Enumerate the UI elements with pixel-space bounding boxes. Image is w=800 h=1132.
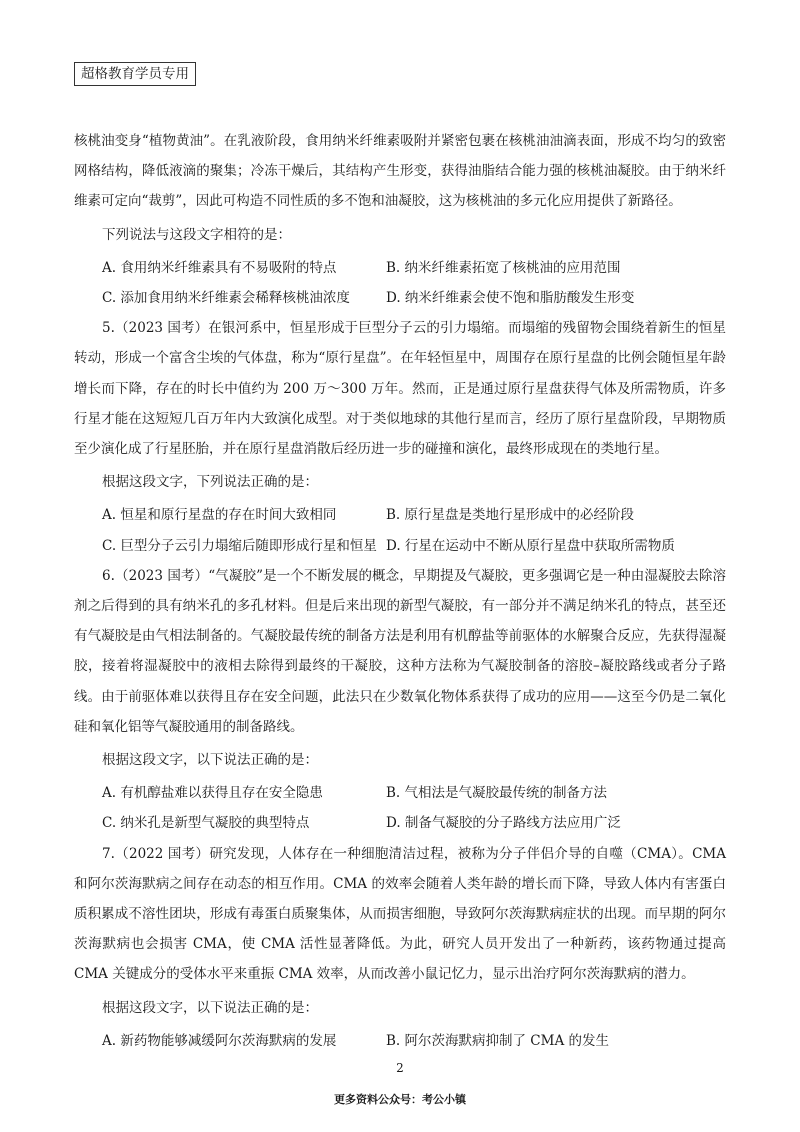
option-b: B. 纳米纤维素拓宽了核桃油的应用范围: [386, 259, 621, 276]
q5-options: [74, 500, 726, 560]
option-d: D. 行星在运动中不断从原行星盘中获取所需物质: [386, 537, 675, 554]
q7-paragraph: 7.（2022 国考）研究发现，人体存在一种细胞清洁过程，被称为分子伴侣介导的自噬（CMA）。CMA 和阿尔茨海默病之间存在动态的相互作用。CMA 的效率会随着人类年龄的增长而下降，导致人体内有害蛋白质积累成不溶性团块，形成有毒蛋白质聚集体，从而损害细胞，导致阿尔茨海默病症状的出现。而早期的阿尔茨海默病也会损害 CMA，使 CMA 活性显著降低。为此，研究人员开发出了一种新药，该药物通过提高 CMA 关键成分的受体水平来重振 CMA 效率，从而改善小鼠记忆力，显示出治疗阿尔茨海默病的潜力。: [74, 845, 726, 983]
option-a: A. 恒星和原行星盘的存在时间大致相同: [102, 507, 337, 524]
intro-question: 下列说法与这段文字相符的是：: [102, 226, 291, 243]
option-c: C. 巨型分子云引力塌缩后随即形成行星和恒星: [102, 537, 377, 554]
header-stamp: 超格教育学员专用: [74, 62, 196, 86]
option-c: C. 纳米孔是新型气凝胶的典型特点: [102, 815, 310, 832]
q5-paragraph: 5.（2023 国考）在银河系中，恒星形成于巨型分子云的引力塌缩。而塌缩的残留物会围绕着新生的恒星转动，形成一个富含尘埃的气体盘，称为“原行星盘”。在年轻恒星中，周围存在原行星盘的比例会随恒星年龄增长而下降，存在的时长中值约为 200 万～300 万年。然而，正是通过原行星盘获得气体及所需物质，许多行星才能在这短短几百万年内大致演化成型。对于类似地球的其他行星而言，经历了原行星盘阶段，早期物质至少演化成了行星胚胎，并在原行星盘消散后经历进一步的碰撞和演化，最终形成现在的类地行星。: [74, 320, 726, 458]
option-a: A. 食用纳米纤维素具有不易吸附的特点: [102, 259, 337, 276]
q6-options: [74, 778, 726, 838]
q7-question: 根据这段文字，以下说法正确的是：: [102, 999, 318, 1016]
option-b: B. 原行星盘是类地行星形成中的必经阶段: [386, 507, 635, 524]
intro-options: [74, 253, 726, 313]
option-a: A. 有机醇盐难以获得且存在安全隐患: [102, 785, 323, 802]
option-d: D. 制备气凝胶的分子路线方法应用广泛: [386, 815, 621, 832]
q6-question: 根据这段文字，以下说法正确的是：: [102, 752, 318, 769]
q7-options: [74, 1026, 726, 1056]
document-body: [74, 126, 726, 1056]
page-number: 2: [396, 1061, 404, 1075]
intro-paragraph: 核桃油变身“植物黄油”。在乳液阶段，食用纳米纤维素吸附并紧密包裹在核桃油油滴表面，形成不均匀的致密网格结构，降低液滴的聚集；冷冻干燥后，其结构产生形变，获得油脂结合能力强的核桃油凝胶。由于纳米纤维素可定向“裁剪”，因此可构造不同性质的多不饱和油凝胶，这为核桃油的多元化应用提供了新路径。: [74, 133, 726, 210]
option-b: B. 阿尔茨海默病抑制了 CMA 的发生: [386, 1032, 609, 1049]
option-b: B. 气相法是气凝胶最传统的制备方法: [386, 785, 608, 802]
footer-note: 更多资料公众号：考公小镇: [334, 1093, 466, 1106]
option-c: C. 添加食用纳米纤维素会稀释核桃油浓度: [102, 290, 350, 307]
q6-paragraph: 6.（2023 国考）“气凝胶”是一个不断发展的概念，早期提及气凝胶，更多强调它是一种由湿凝胶去除溶剂之后得到的具有纳米孔的多孔材料。但是后来出现的新型气凝胶，有一部分并不满足纳米孔的特点，甚至还有气凝胶是由气相法制备的。气凝胶最传统的制备方法是利用有机醇盐等前驱体的水解聚合反应，先获得湿凝胶，接着将湿凝胶中的液相去除得到最终的干凝胶，这种方法称为气凝胶制备的溶胶–凝胶路线或者分子路线。由于前驱体难以获得且存在安全问题，此法只在少数氧化物体系获得了成功的应用——这至今仍是二氧化硅和氧化铝等气凝胶通用的制备路线。: [74, 567, 726, 735]
option-a: A. 新药物能够减缓阿尔茨海默病的发展: [102, 1032, 337, 1049]
option-d: D. 纳米纤维素会使不饱和脂肪酸发生形变: [386, 290, 635, 307]
q5-question: 根据这段文字，下列说法正确的是：: [102, 474, 318, 491]
